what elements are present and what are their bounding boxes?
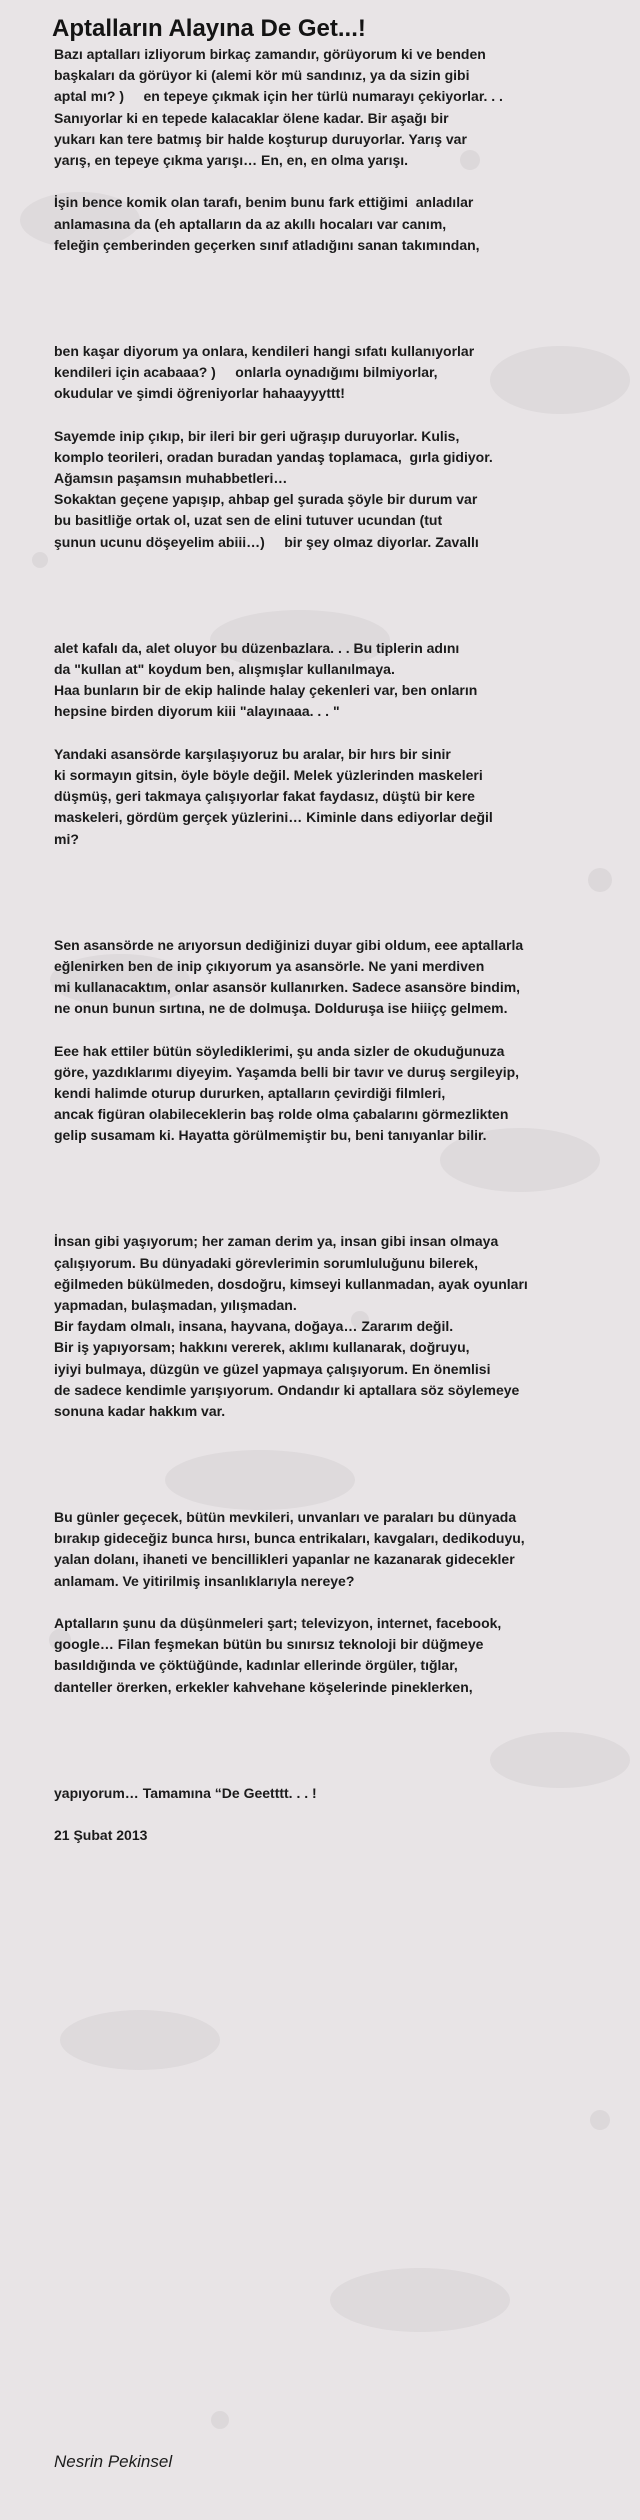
poem-line: kendileri için acabaaa? ) onlarla oynadığımı bilmiyorlar, (54, 364, 438, 381)
poem-line (54, 404, 614, 425)
poem-line: mi kullanacaktım, onlar asansör kullanırken. Sadece asansöre bindim, (54, 978, 521, 995)
poem-line: yukarı kan tere batmış bir halde koşturup duruyorlar. Yarış var (54, 130, 467, 147)
poem-line: eğlenirken ben de inip çıkıyorum ya asansörle. Ne yani merdiven (54, 957, 485, 974)
poem-line: ancak figüran olabileceklerin baş rolde olma çabalarını görmezlikten (54, 1106, 509, 1123)
poem-line (54, 1210, 614, 1231)
poem-line: iyiyi bulmaya, düzgün ve güzel yapmaya çalışıyorum. En önemlisi (54, 1360, 491, 1377)
poem-line: İşin bence komik olan tarafı, benim bunu fark ettiğimi anladılar (54, 194, 474, 211)
poem-line: okudular ve şimdi öğreniyorlar hahaayyyttt! (54, 385, 345, 402)
poem-line: göre, yazdıklarımı diyeyim. Yaşamda belli bir tavır ve duruş sergileyip, (54, 1063, 520, 1080)
poem-line: Yandaki asansörde karşılaşıyoruz bu aralar, bir hırs bir sinir (54, 745, 451, 762)
poem-line: Bir faydam olmalı, insana, hayvana, doğaya… Zararım değil. (54, 1318, 454, 1335)
poem-line: Aptalların şunu da düşünmeleri şart; televizyon, internet, facebook, (54, 1615, 502, 1632)
poem-line: maskeleri, gördüm gerçek yüzlerini… Kiminle dans ediyorlar değil (54, 809, 493, 826)
poem-line: başkaları da görüyor ki (alemi kör mü sandınız, ya da sizin gibi (54, 67, 470, 84)
poem-line: feleğin çemberinden geçerken sınıf atladığını sanan takımından, (54, 236, 480, 253)
poem-line: anlamam. Ve yitirilmiş insanlıklarıyla nereye? (54, 1572, 355, 1589)
poem-line (54, 256, 614, 277)
poem-line: da "kullan at" koydum ben, alışmışlar kullanılmaya. (54, 660, 395, 677)
poem-line: aptal mı? ) en tepeye çıkmak için her türlü numarayı çekiyorlar. . . (54, 88, 503, 105)
poem-line: kendi halimde oturup dururken, aptalların çevirdiği filmleri, (54, 1084, 446, 1101)
poem-line: bu basitliğe ortak ol, uzat sen de elini tutuver ucundan (tut (54, 512, 443, 529)
poem-line: danteller örerken, erkekler kahvehane köşelerinde pineklerken, (54, 1678, 473, 1695)
poem-body (54, 44, 614, 1846)
poem-line: yapıyorum… Tamamına “De Geetttt. . . ! (54, 1784, 317, 1801)
poem-line (54, 1422, 614, 1443)
poem-line (54, 892, 614, 913)
poem-line (54, 1698, 614, 1719)
poem-line: hepsine birden diyorum kiii "alayınaaa. . . " (54, 703, 340, 720)
poem-line: Bazı aptalları izliyorum birkaç zamandır, görüyorum ki ve benden (54, 46, 486, 62)
poem-line: komplo teorileri, oradan buradan yandaş toplamaca, gırla gidiyor. (54, 448, 493, 465)
poem-line: Ağamsın paşamsın muhabbetleri… (54, 470, 288, 487)
poem-line (54, 320, 614, 341)
poem-line: İnsan gibi yaşıyorum; her zaman derim ya, insan gibi insan olmaya (54, 1233, 499, 1250)
poem-line (54, 298, 614, 319)
poem-line (54, 913, 614, 934)
poem-line: mi? (54, 830, 79, 847)
poem-line (54, 871, 614, 892)
poem-line: basıldığında ve çöktüğünde, kadınlar ellerinde örgüler, tığlar, (54, 1657, 458, 1674)
poem-line (54, 171, 614, 192)
poem-line: Sen asansörde ne arıyorsun dediğinizi duyar gibi oldum, eee aptallarla (54, 936, 524, 953)
poem-line (54, 1592, 614, 1613)
poem-line (54, 850, 614, 871)
poem-line (54, 616, 614, 637)
poem-line (54, 1465, 614, 1486)
poem-line: 21 Şubat 2013 (54, 1827, 148, 1844)
poem-line (54, 595, 614, 616)
poem-line (54, 574, 614, 595)
poem-line: alet kafalı da, alet oluyor bu düzenbazlara. . . Bu tiplerin adını (54, 639, 460, 656)
poem-line: yalan dolanı, ihaneti ve bencillikleri yapanlar ne kazanarak gidecekler (54, 1551, 515, 1568)
poem-line: gelip susamam ki. Hayatta görülmemiştir bu, beni tanıyanlar bilir. (54, 1127, 487, 1144)
poem-line: bırakıp gideceğiz bunca hırsı, bunca entrikaları, kavgaları, dedikoduyu, (54, 1530, 525, 1547)
poem-line (54, 1019, 614, 1040)
poem-line: sonuna kadar hakkım var. (54, 1403, 226, 1419)
poem-line: anlamasına da (eh aptalların da az akıllı hocaları var canım, (54, 215, 447, 232)
poem-line: çalışıyorum. Bu dünyadaki görevlerimin sorumluluğunu bilerek, (54, 1254, 478, 1271)
poem-line: Bu günler geçecek, bütün mevkileri, unvanları ve paraları bu dünyada (54, 1509, 517, 1526)
poem-line: google… Filan feşmekan bütün bu sınırsız teknoloji bir düğmeye (54, 1636, 484, 1653)
poem-line: Haa bunların bir de ekip halinde halay çekenleri var, ben onların (54, 682, 478, 699)
poem-line (54, 1189, 614, 1210)
poem-line: yarış, en tepeye çıkma yarışı… En, en, en olma yarışı. (54, 152, 409, 169)
poem-line: ben kaşar diyorum ya onlara, kendileri hangi sıfatı kullanıyorlar (54, 342, 475, 359)
poem-line: de sadece kendimle yarışıyorum. Ondandır ki aptallara söz söylemeye (54, 1381, 520, 1398)
poem-line: ne onun bunun sırtına, ne de dolmuşa. Dolduruşa ise hiiiçç gelmem. (54, 1000, 508, 1017)
poem-line: yapmadan, bulaşmadan, yılışmadan. (54, 1296, 297, 1313)
poem-line: şunun ucunu döşeyelim abiii…) bir şey olmaz diyorlar. Zavallı (54, 533, 479, 550)
poem-line (54, 1740, 614, 1761)
poem-title: Aptalların Alayına De Get...! (52, 15, 366, 42)
poem-line (54, 1804, 614, 1825)
poem-line (54, 1147, 614, 1168)
poem-line: eğilmeden bükülmeden, dosdoğru, kimseyi kullanmadan, ayak oyunları (54, 1275, 528, 1292)
poem-line (54, 1719, 614, 1740)
poem-line: Eee hak ettiler bütün söylediklerimi, şu anda sizler de okuduğunuza (54, 1042, 505, 1059)
poem-line (54, 1486, 614, 1507)
poem-line: Sanıyorlar ki en tepede kalacaklar ölene kadar. Bir aşağı bir (54, 109, 449, 126)
poem-line: düşmüş, geri takmaya çalışıyorlar fakat faydasız, düştü bir kere (54, 788, 475, 805)
poem-line (54, 723, 614, 744)
poem-line (54, 1761, 614, 1782)
poem-line (54, 553, 614, 574)
poem-line: ki sormayın gitsin, öyle böyle değil. Melek yüzlerinden maskeleri (54, 766, 483, 783)
poem-line: Sayemde inip çıkıp, bir ileri bir geri uğraşıp duruyorlar. Kulis, (54, 427, 460, 444)
poem-author: Nesrin Pekinsel (54, 2452, 173, 2471)
poem-line (54, 277, 614, 298)
poem-line: Bir iş yapıyorsam; hakkını vererek, aklımı kullanarak, doğruyu, (54, 1339, 470, 1356)
poem-line (54, 1443, 614, 1464)
poem-line (54, 1168, 614, 1189)
poem-line: Sokaktan geçene yapışıp, ahbap gel şurada şöyle bir durum var (54, 491, 478, 508)
